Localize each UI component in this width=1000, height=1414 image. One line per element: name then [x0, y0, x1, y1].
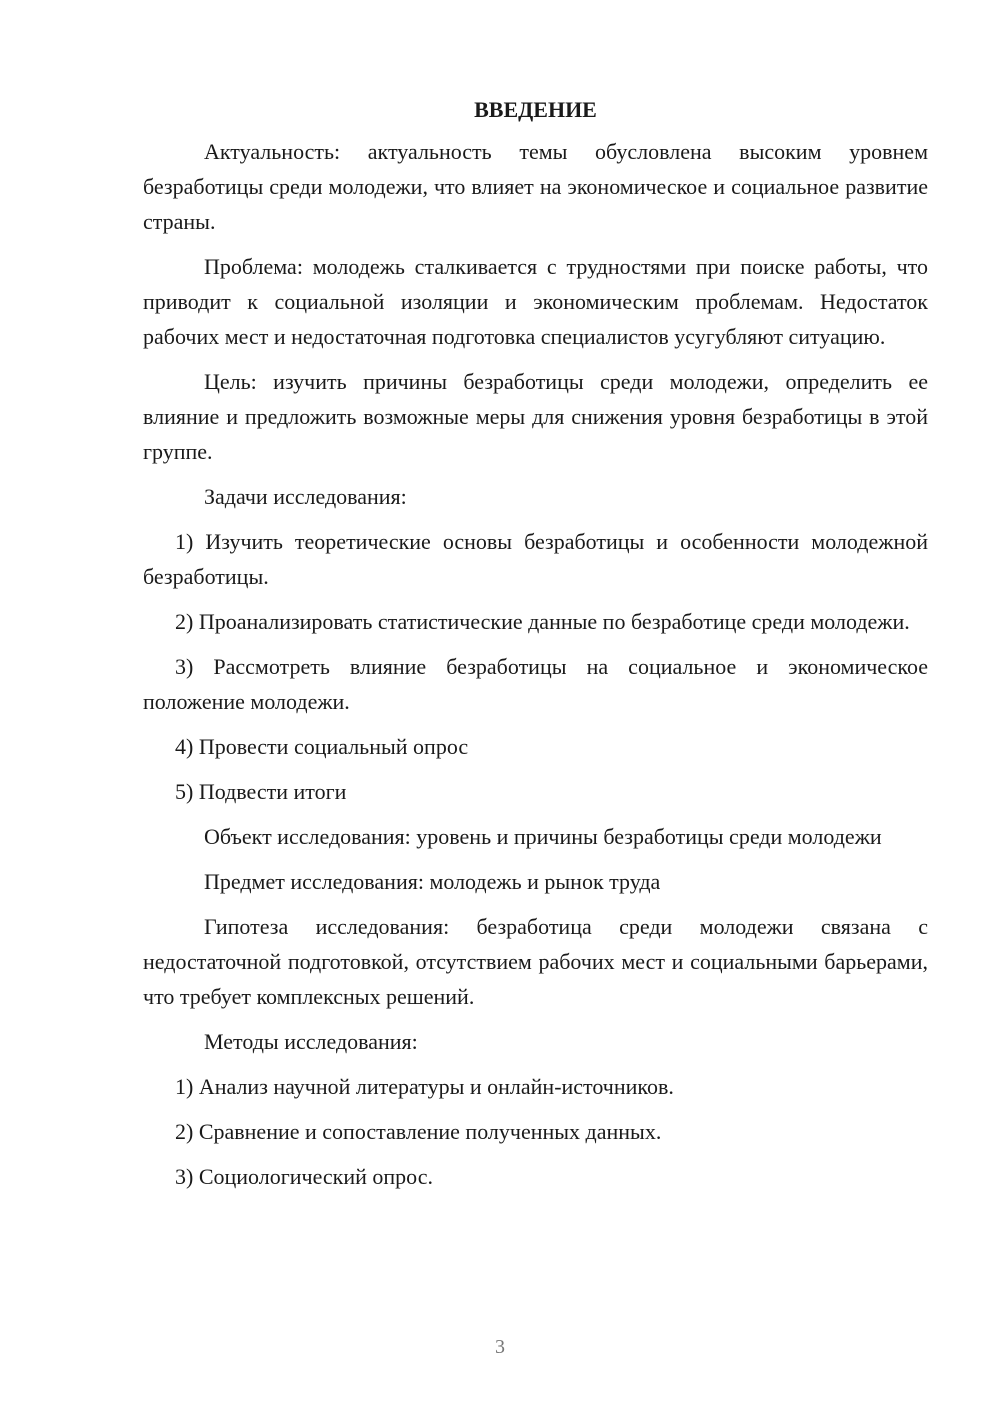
document-page — [143, 96, 928, 1204]
list-item-task-3: 3) Рассмотреть влияние безработицы на социальное и экономическое положение молодежи. — [143, 654, 928, 714]
paragraph-object: Объект исследования: уровень и причины безработицы среди молодежи — [204, 824, 882, 849]
page-title: ВВЕДЕНИЕ — [474, 97, 597, 122]
page-number: 3 — [495, 1336, 505, 1358]
paragraph-goal: Цель: изучить причины безработицы среди молодежи, определить ее влияние и предложить возможные меры для снижения уровня безработицы в этой группе. — [143, 369, 928, 464]
paragraph-tasks-heading: Задачи исследования: — [204, 484, 407, 509]
paragraph-subject: Предмет исследования: молодежь и рынок труда — [204, 869, 661, 894]
paragraph-problem: Проблема: молодежь сталкивается с трудностями при поиске работы, что приводит к социальной изоляции и экономическим проблемам. Недостаток рабочих мест и недостаточная подготовка специалистов усугубляют ситуацию. — [143, 254, 928, 349]
paragraph-hypothesis: Гипотеза исследования: безработица среди молодежи связана с недостаточной подготовкой, отсутствием рабочих мест и социальными барьерами, что требует комплексных решений. — [143, 914, 928, 1009]
list-item-task-5: 5) Подвести итоги — [175, 779, 347, 804]
paragraph-relevance: Актуальность: актуальность темы обусловлена высоким уровнем безработицы среди молодежи, что влияет на экономическое и социальное развитие страны. — [143, 139, 928, 234]
list-item-method-3: 3) Социологический опрос. — [175, 1164, 433, 1189]
list-item-method-2: 2) Сравнение и сопоставление полученных данных. — [175, 1119, 662, 1144]
list-item-method-1: 1) Анализ научной литературы и онлайн-источников. — [175, 1074, 674, 1099]
list-item-task-2: 2) Проанализировать статистические данные по безработице среди молодежи. — [175, 609, 910, 634]
list-item-task-4: 4) Провести социальный опрос — [175, 734, 469, 759]
list-item-task-1: 1) Изучить теоретические основы безработицы и особенности молодежной безработицы. — [143, 529, 928, 589]
paragraph-methods-heading: Методы исследования: — [204, 1029, 418, 1054]
